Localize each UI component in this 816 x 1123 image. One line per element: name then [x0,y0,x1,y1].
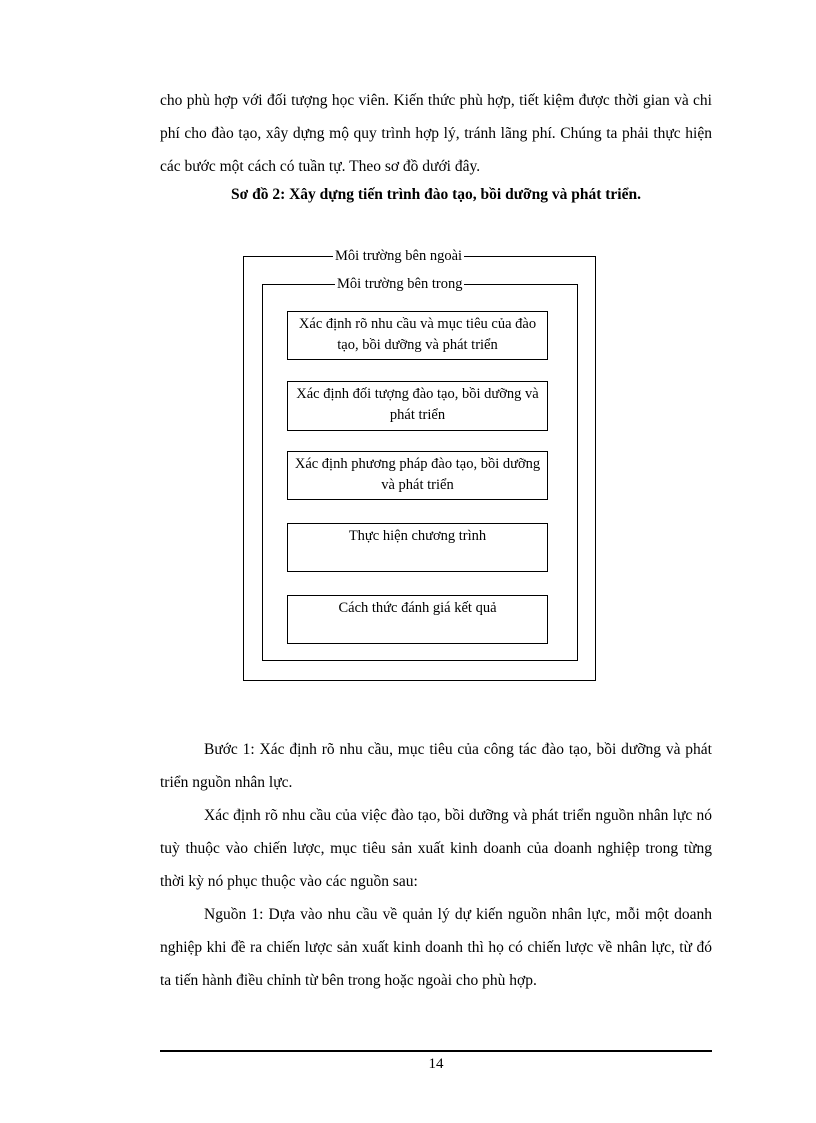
footer-rule [160,1050,712,1052]
page-number: 14 [428,1056,444,1072]
outer-environment-label: Môi trường bên ngoài [335,248,463,264]
step-box-methods: Xác định phương pháp đào tạo, bồi dưỡng và phát triển [287,451,548,500]
paragraph-step-1: Bước 1: Xác định rõ nhu cầu, mục tiêu của công tác đào tạo, bồi dưỡng và phát triển nguồn nhân lực. [160,741,712,791]
diagram-caption: Sơ đồ 2: Xây dựng tiến trình đào tạo, bồi dưỡng và phát triển. [231,186,641,203]
paragraph-source-1: Nguồn 1: Dựa vào nhu cầu về quản lý dự kiến nguồn nhân lực, mỗi một doanh nghiệp khi đề ra chiến lược sản xuất kinh doanh thì họ có chiến lược về nhân lực, từ đó ta tiến hành điều chỉnh từ bên trong hoặc ngoài cho phù hợp. [160,906,712,989]
step-box-needs-goals: Xác định rõ nhu cầu và mục tiêu của đào tạo, bồi dưỡng và phát triển [287,311,548,360]
intro-paragraph: cho phù hợp với đối tượng học viên. Kiến thức phù hợp, tiết kiệm được thời gian và chi phí cho đào tạo, xây dựng mộ quy trình hợp lý, tránh lãng phí. Chúng ta phải thực hiện các bước một cách có tuần tự. Theo sơ đồ dưới đây. [160,92,712,175]
inner-environment-label: Môi trường bên trong [337,276,463,292]
step-box-evaluate-results: Cách thức đánh giá kết quả [287,595,548,644]
step-box-implement-program: Thực hiện chương trình [287,523,548,572]
step-box-target-audience: Xác định đối tượng đào tạo, bồi dưỡng và phát triển [287,381,548,431]
paragraph-needs: Xác định rõ nhu cầu của việc đào tạo, bồi dưỡng và phát triển nguồn nhân lực nó tuỳ thuộc vào chiến lược, mục tiêu sản xuất kinh doanh của doanh nghiệp trong từng thời kỳ nó phục thuộc vào các nguồn sau: [160,807,712,890]
